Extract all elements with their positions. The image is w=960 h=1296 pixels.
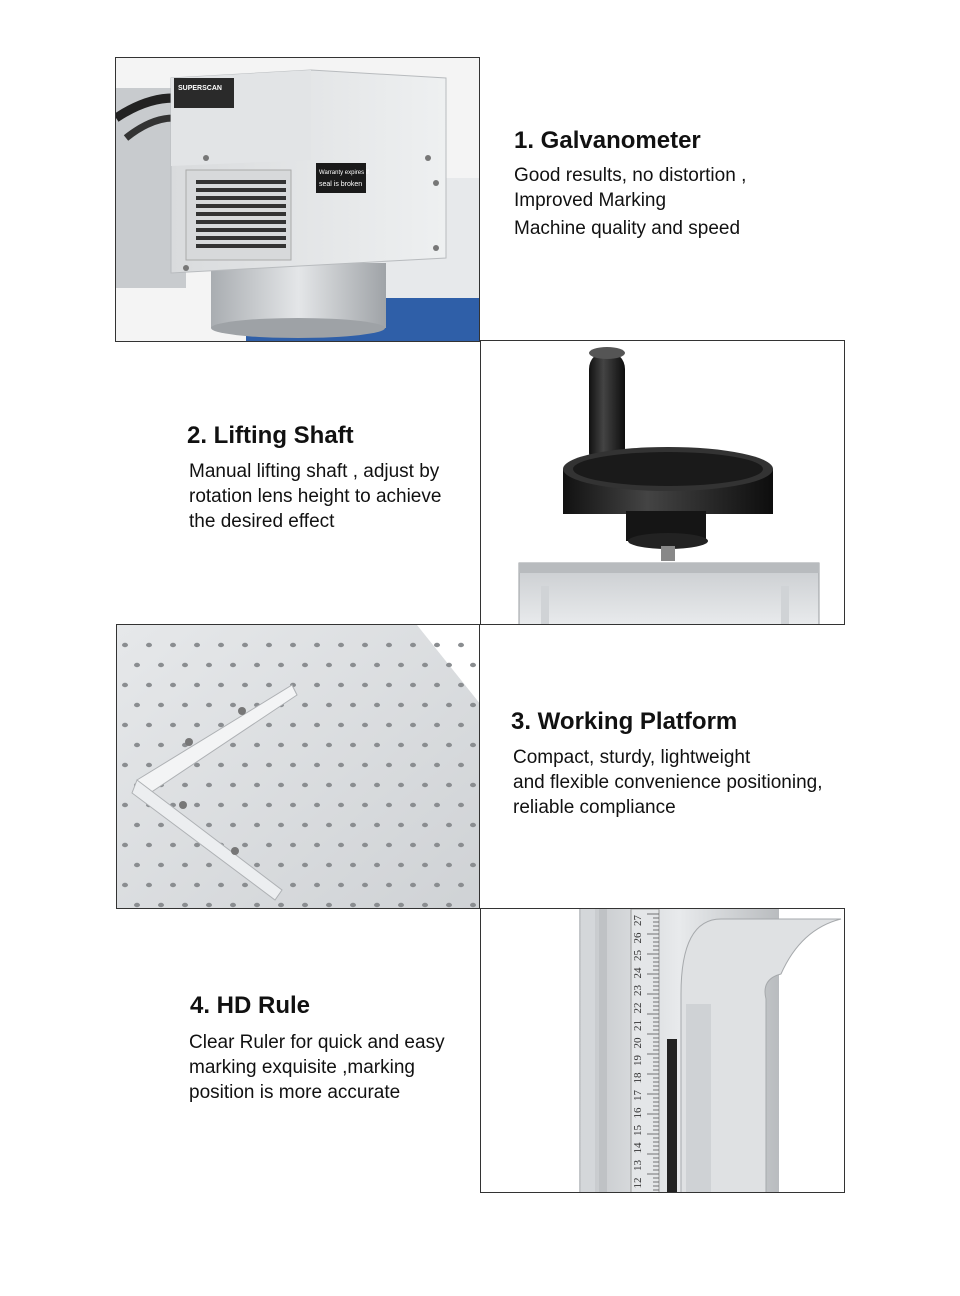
platform-hole — [362, 763, 368, 767]
ruler-number: 20 — [632, 1037, 644, 1049]
platform-hole — [242, 843, 248, 847]
platform-hole — [254, 823, 260, 827]
platform-hole — [338, 643, 344, 647]
platform-hole — [278, 903, 284, 907]
platform-hole — [182, 863, 188, 867]
platform-hole — [422, 823, 428, 827]
platform-hole — [182, 783, 188, 787]
platform-hole — [302, 903, 308, 907]
platform-hole — [122, 763, 128, 767]
section-1-line: Good results, no distortion , — [514, 165, 747, 186]
platform-hole — [422, 703, 428, 707]
platform-hole — [206, 703, 212, 707]
platform-hole — [254, 743, 260, 747]
platform-hole — [254, 903, 260, 907]
lifting-shaft-photo — [480, 340, 845, 625]
platform-hole — [134, 743, 140, 747]
platform-hole — [218, 803, 224, 807]
platform-hole — [446, 903, 452, 907]
platform-hole — [410, 843, 416, 847]
platform-hole — [230, 903, 236, 907]
platform-hole — [470, 783, 476, 787]
platform-hole — [386, 723, 392, 727]
platform-hole — [230, 823, 236, 827]
platform-hole — [326, 703, 332, 707]
platform-hole — [398, 743, 404, 747]
platform-hole — [446, 743, 452, 747]
section-2-line: the desired effect — [189, 511, 335, 532]
platform-hole — [206, 663, 212, 667]
section-4-line: Clear Ruler for quick and easy — [189, 1032, 445, 1053]
section-4-line: position is more accurate — [189, 1082, 401, 1103]
platform-hole — [398, 903, 404, 907]
platform-hole — [122, 883, 128, 887]
ruler-number: 17 — [632, 1090, 644, 1101]
platform-hole — [290, 643, 296, 647]
platform-hole — [146, 843, 152, 847]
platform-hole — [146, 683, 152, 687]
platform-hole — [218, 883, 224, 887]
platform-hole — [266, 763, 272, 767]
platform-hole — [434, 643, 440, 647]
platform-hole — [374, 743, 380, 747]
platform-hole — [302, 703, 308, 707]
ruler-number: 16 — [632, 1107, 644, 1119]
platform-hole — [458, 803, 464, 807]
platform-hole — [266, 803, 272, 807]
platform-hole — [410, 803, 416, 807]
platform-hole — [302, 663, 308, 667]
platform-hole — [290, 803, 296, 807]
platform-hole — [398, 663, 404, 667]
platform-hole — [122, 803, 128, 807]
platform-hole — [242, 803, 248, 807]
platform-hole — [302, 783, 308, 787]
platform-hole — [422, 743, 428, 747]
platform-hole — [362, 683, 368, 687]
platform-hole — [362, 643, 368, 647]
platform-hole — [434, 723, 440, 727]
platform-hole — [350, 823, 356, 827]
platform-hole — [410, 883, 416, 887]
platform-hole — [230, 743, 236, 747]
platform-hole — [362, 723, 368, 727]
platform-hole — [122, 723, 128, 727]
platform-hole — [290, 883, 296, 887]
ruler-number: 26 — [632, 932, 644, 944]
platform-hole — [218, 643, 224, 647]
section-2-description — [189, 459, 441, 534]
platform-hole — [134, 903, 140, 907]
platform-hole — [158, 743, 164, 747]
platform-hole — [338, 883, 344, 887]
platform-hole — [446, 863, 452, 867]
platform-hole — [470, 863, 476, 867]
platform-hole — [470, 703, 476, 707]
section-2-line: rotation lens height to achieve — [189, 486, 442, 507]
platform-hole — [314, 883, 320, 887]
platform-hole — [398, 783, 404, 787]
platform-hole — [290, 843, 296, 847]
platform-hole — [458, 883, 464, 887]
section-3-line: and flexible convenience positioning, — [513, 772, 823, 793]
platform-hole — [410, 683, 416, 687]
platform-hole — [410, 643, 416, 647]
ruler-number: 14 — [632, 1142, 644, 1154]
platform-hole — [422, 903, 428, 907]
ruler-number: 13 — [632, 1160, 644, 1171]
platform-hole — [326, 863, 332, 867]
platform-hole — [158, 823, 164, 827]
platform-hole — [218, 683, 224, 687]
platform-hole — [458, 723, 464, 727]
platform-hole — [434, 883, 440, 887]
platform-hole — [134, 703, 140, 707]
galvanometer-photo — [115, 57, 480, 342]
platform-hole — [362, 843, 368, 847]
platform-hole — [350, 703, 356, 707]
platform-hole — [266, 843, 272, 847]
ruler-number: 27 — [632, 915, 644, 926]
platform-hole — [338, 723, 344, 727]
platform-hole — [230, 663, 236, 667]
platform-hole — [398, 863, 404, 867]
platform-hole — [458, 683, 464, 687]
platform-hole — [206, 823, 212, 827]
platform-hole — [194, 883, 200, 887]
platform-hole — [230, 783, 236, 787]
platform-hole — [158, 863, 164, 867]
platform-hole — [434, 803, 440, 807]
ruler-number: 23 — [632, 985, 644, 996]
platform-hole — [242, 643, 248, 647]
ruler-number: 18 — [632, 1072, 644, 1084]
platform-hole — [218, 723, 224, 727]
platform-hole — [326, 663, 332, 667]
ruler-number: 21 — [632, 1020, 644, 1031]
platform-hole — [254, 863, 260, 867]
platform-hole — [170, 843, 176, 847]
platform-hole — [194, 683, 200, 687]
platform-hole — [242, 683, 248, 687]
platform-hole — [314, 763, 320, 767]
platform-hole — [434, 683, 440, 687]
platform-hole — [458, 843, 464, 847]
platform-hole — [278, 743, 284, 747]
platform-hole — [410, 723, 416, 727]
platform-hole — [446, 703, 452, 707]
warranty-label-line1: Warranty expires if — [319, 170, 369, 176]
platform-hole — [170, 683, 176, 687]
platform-hole — [374, 783, 380, 787]
platform-hole — [218, 763, 224, 767]
section-4-line: marking exquisite ,marking — [189, 1057, 415, 1078]
platform-hole — [350, 863, 356, 867]
platform-hole — [302, 743, 308, 747]
platform-hole — [314, 723, 320, 727]
platform-hole — [158, 663, 164, 667]
section-3-title: 3. Working Platform — [511, 708, 738, 735]
platform-hole — [158, 903, 164, 907]
platform-hole — [134, 863, 140, 867]
platform-hole — [338, 843, 344, 847]
platform-hole — [206, 863, 212, 867]
platform-hole — [386, 643, 392, 647]
ruler-number: 24 — [632, 967, 644, 979]
platform-hole — [266, 643, 272, 647]
platform-hole — [266, 723, 272, 727]
platform-hole — [314, 683, 320, 687]
platform-hole — [386, 803, 392, 807]
platform-hole — [194, 723, 200, 727]
section-2-line: Manual lifting shaft , adjust by — [189, 461, 440, 482]
ruler-number: 15 — [632, 1125, 644, 1136]
platform-hole — [302, 863, 308, 867]
platform-hole — [134, 823, 140, 827]
working-platform-photo — [116, 624, 480, 909]
platform-hole — [398, 703, 404, 707]
section-3-line: reliable compliance — [513, 797, 676, 818]
platform-hole — [170, 883, 176, 887]
section-4-title: 4. HD Rule — [190, 992, 311, 1019]
platform-hole — [206, 783, 212, 787]
platform-hole — [326, 743, 332, 747]
warranty-label-line2: seal is broken — [319, 181, 363, 188]
platform-hole — [122, 843, 128, 847]
hd-rule-photo — [480, 908, 845, 1193]
section-4-description — [189, 1030, 445, 1105]
platform-hole — [170, 643, 176, 647]
platform-hole — [134, 663, 140, 667]
platform-hole — [278, 783, 284, 787]
platform-hole — [314, 843, 320, 847]
platform-hole — [122, 643, 128, 647]
section-1-title: 1. Galvanometer — [514, 127, 701, 154]
platform-hole — [350, 663, 356, 667]
platform-hole — [302, 823, 308, 827]
ruler-number: 25 — [632, 950, 644, 961]
platform-hole — [458, 643, 464, 647]
platform-hole — [146, 643, 152, 647]
platform-hole — [158, 703, 164, 707]
platform-hole — [230, 703, 236, 707]
platform-hole — [362, 803, 368, 807]
ruler-number: 19 — [632, 1055, 644, 1066]
platform-hole — [350, 903, 356, 907]
platform-hole — [290, 723, 296, 727]
section-3-line: Compact, sturdy, lightweight — [513, 747, 751, 768]
platform-hole — [338, 763, 344, 767]
section-1-line: Improved Marking — [514, 190, 667, 211]
platform-hole — [470, 903, 476, 907]
platform-hole — [254, 663, 260, 667]
platform-hole — [122, 683, 128, 687]
platform-hole — [362, 883, 368, 887]
platform-hole — [206, 903, 212, 907]
platform-hole — [254, 783, 260, 787]
platform-hole — [146, 763, 152, 767]
platform-hole — [470, 823, 476, 827]
platform-hole — [374, 703, 380, 707]
vent-slots — [196, 180, 286, 248]
platform-hole — [386, 683, 392, 687]
platform-hole — [422, 863, 428, 867]
section-1-description — [514, 163, 746, 241]
platform-hole — [446, 823, 452, 827]
platform-hole — [194, 643, 200, 647]
platform-hole — [242, 883, 248, 887]
platform-hole — [326, 823, 332, 827]
platform-hole — [470, 743, 476, 747]
platform-hole — [386, 843, 392, 847]
section-1-line: Machine quality and speed — [514, 218, 741, 239]
platform-hole — [182, 663, 188, 667]
platform-hole — [278, 663, 284, 667]
platform-hole — [350, 743, 356, 747]
platform-hole — [278, 863, 284, 867]
platform-hole — [194, 803, 200, 807]
platform-hole — [422, 783, 428, 787]
brand-label: SUPERSCAN — [178, 85, 222, 92]
platform-hole — [326, 783, 332, 787]
platform-hole — [470, 663, 476, 667]
platform-hole — [434, 763, 440, 767]
platform-hole — [374, 823, 380, 827]
platform-hole — [374, 903, 380, 907]
platform-hole — [350, 783, 356, 787]
platform-hole — [242, 763, 248, 767]
ruler-number: 22 — [632, 1002, 644, 1014]
platform-hole — [290, 763, 296, 767]
section-2-title: 2. Lifting Shaft — [187, 422, 354, 449]
section-3-description — [513, 745, 823, 820]
platform-hole — [398, 823, 404, 827]
platform-hole — [146, 723, 152, 727]
platform-hole — [374, 663, 380, 667]
platform-hole — [314, 803, 320, 807]
platform-hole — [338, 803, 344, 807]
platform-hole — [446, 663, 452, 667]
platform-hole — [446, 783, 452, 787]
platform-hole — [170, 723, 176, 727]
platform-hole — [386, 883, 392, 887]
platform-hole — [182, 903, 188, 907]
platform-hole — [458, 763, 464, 767]
platform-hole — [266, 683, 272, 687]
platform-hole — [422, 663, 428, 667]
platform-hole — [374, 863, 380, 867]
platform-hole — [146, 883, 152, 887]
platform-hole — [434, 843, 440, 847]
platform-hole — [410, 763, 416, 767]
platform-hole — [326, 903, 332, 907]
ruler-number: 12 — [632, 1177, 644, 1189]
platform-hole — [278, 823, 284, 827]
platform-hole — [314, 643, 320, 647]
platform-hole — [182, 703, 188, 707]
platform-hole — [386, 763, 392, 767]
platform-hole — [338, 683, 344, 687]
